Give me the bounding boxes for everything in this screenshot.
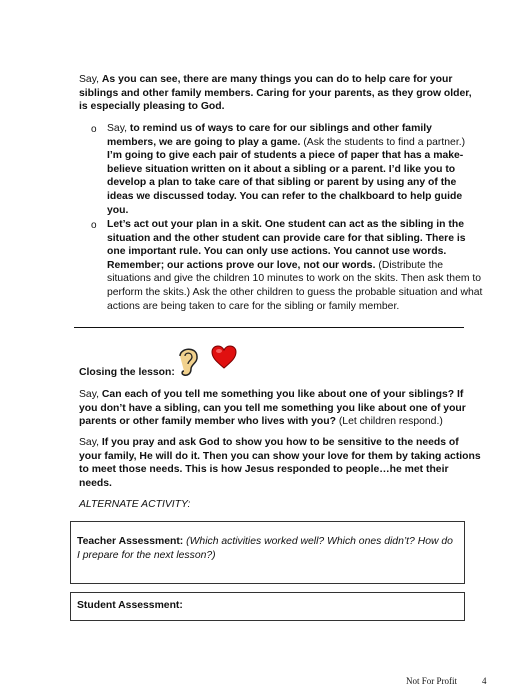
prayer-text: If you pray and ask God to show you how to be sensitive to the needs of your family, He will do it. Then you can show your love for them by taking actions to meet those needs. This is how Jesus responded to people…he met their needs. (79, 437, 481, 489)
say-label: Say, (79, 437, 102, 448)
paragraph-skit (107, 218, 485, 313)
siblings-note: (Let children respond.) (335, 416, 443, 428)
footer-text: Not For Profit (406, 676, 458, 686)
closing-label: Closing the lesson: (79, 367, 175, 378)
paragraph-prayer (79, 436, 483, 490)
game-instructions-text: I’m going to give each pair of students a piece of paper that has a make-believe situation written on it about a sibling or a parent. I’d like you to develop a plan to take care of that sibling or parent by using any of the ideas we discussed today. You can refer to the chalkboard to help guide you. (107, 150, 464, 216)
section-divider (74, 327, 464, 328)
paragraph-intro (79, 73, 479, 114)
say-label: Say, (107, 123, 130, 134)
heart-icon (210, 344, 238, 370)
bullet-marker: o (91, 124, 97, 135)
say-label: Say, (79, 389, 102, 400)
skit-text: Let’s act out your plan in a skit. One student can act as the sibling in the situation and the other student can provide care for that sibling. There is one important rule. You can only use actions. You cannot use words. Remember; our actions prove our love, not our words. (107, 219, 466, 271)
game-note: (Ask the students to find a partner.) (300, 136, 466, 148)
student-assessment-box (70, 592, 465, 621)
alternate-activity-heading: ALTERNATE ACTIVITY: (79, 499, 191, 510)
paragraph-game (107, 122, 481, 217)
ear-icon (176, 344, 200, 378)
teacher-assessment-label: Teacher Assessment: (77, 536, 184, 547)
paragraph-siblings-question (79, 388, 483, 429)
teacher-assessment-prompt: (Which activities worked well? Which ones didn’t? How do I prepare for the next lesson?) (77, 536, 453, 561)
skit-note: (Distribute the situations and give the children 10 minutes to work on the skits. Then ask them to perform the skits.) Ask the other children to guess the probable situation and what actions are being taken to care for the sibling or family member. (107, 259, 483, 312)
siblings-question-text: Can each of you tell me something you like about one of your siblings? If you don’t have a sibling, can you tell me something you like about one of your parents or other family member who lives with you? (79, 389, 466, 428)
bullet-marker: o (91, 220, 97, 231)
game-intro-text: to remind us of ways to care for our siblings and other family members, we are going to play a game. (107, 123, 432, 148)
say-label: Say, (79, 74, 102, 85)
page-number: 4 (482, 676, 487, 686)
teacher-assessment-box (70, 521, 465, 584)
student-assessment-label: Student Assessment: (77, 600, 183, 611)
intro-text: As you can see, there are many things you can do to help care for your siblings and other family members. Caring for your parents, as they grow older, is especially pleasing to God. (79, 74, 472, 113)
